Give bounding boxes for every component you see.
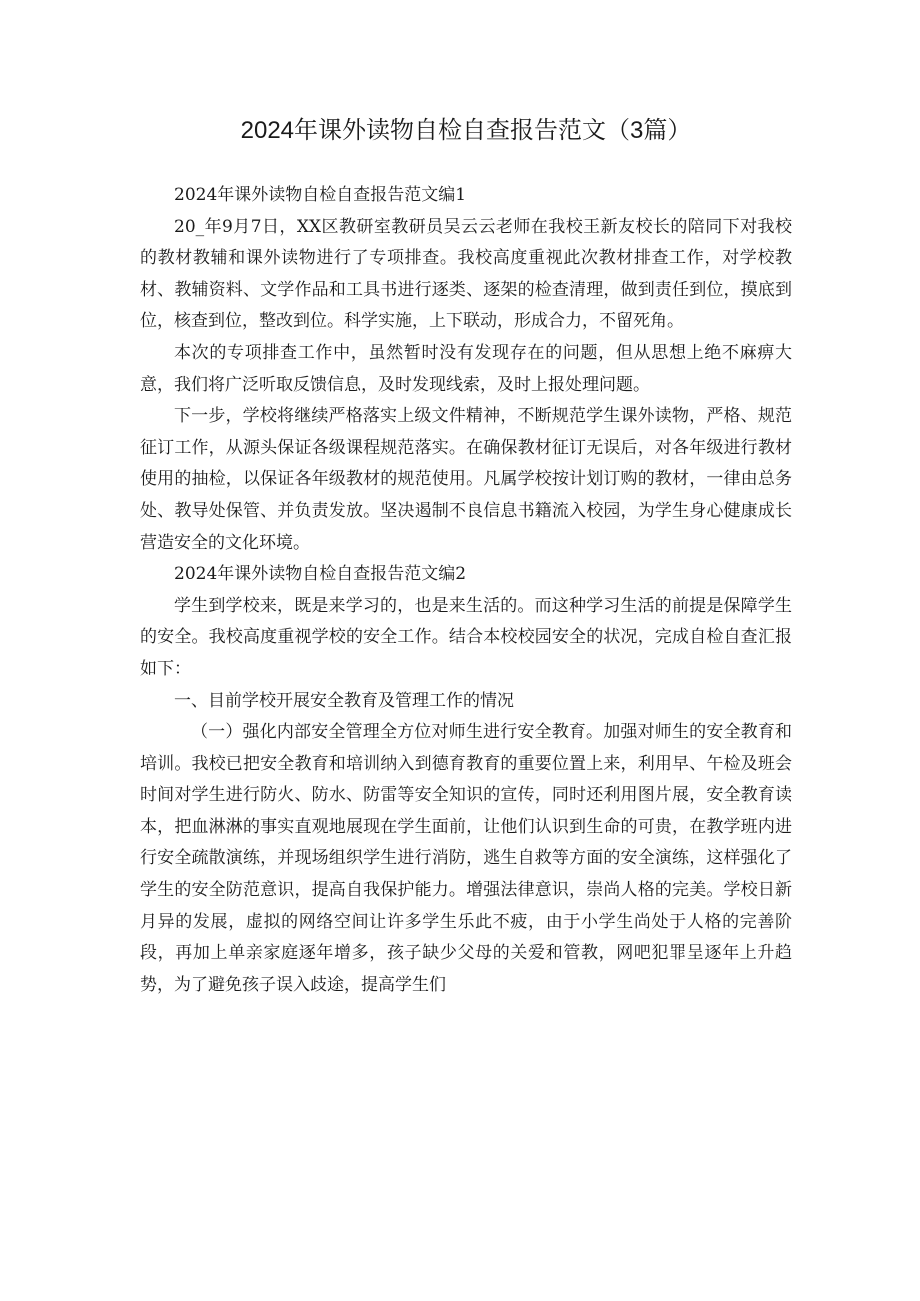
- section-1-heading: 2024年课外读物自检自查报告范文编1: [174, 185, 467, 205]
- section-1-paragraph-1: 20_年9月7日，XX区教研室教研员吴云云老师在我校王新友校长的陪同下对我校的教材教辅和课外读物进行了专项排查。我校高度重视此次教材排查工作，对学校教材、教辅资料、文学作品和工具书进行逐类、逐架的检查清理，做到责任到位，摸底到位，核查到位，整改到位。科学实施，上下联动，形成合力，不留死角。: [140, 216, 792, 332]
- section-2-paragraph-2: （一）强化内部安全管理全方位对师生进行安全教育。加强对师生的安全教育和培训。我校已把安全教育和培训纳入到德育教育的重要位置上来，利用早、午检及班会时间对学生进行防火、防水、防雷等安全知识的宣传，同时还利用图片展，安全教育读本，把血淋淋的事实直观地展现在学生面前，让他们认识到生命的可贵，在教学班内进行安全疏散演练，并现场组织学生进行消防，逃生自救等方面的安全演练，这样强化了学生的安全防范意识，提高自我保护能力。增强法律意识，崇尚人格的完美。学校日新月异的发展，虚拟的网络空间让许多学生乐此不疲，由于小学生尚处于人格的完善阶段，再加上单亲家庭逐年增多，孩子缺少父母的关爱和管教，网吧犯罪呈逐年上升趋势，为了避免孩子误入歧途，提高学生们: [140, 722, 792, 995]
- section-2-paragraph-1: 学生到学校来，既是来学习的，也是来生活的。而这种学习生活的前提是保障学生的安全。我校高度重视学校的安全工作。结合本校校园安全的状况，完成自检自查汇报如下：: [140, 595, 792, 679]
- document-title: 2024年课外读物自检自查报告范文（3篇）: [240, 117, 692, 144]
- section-2-heading: 2024年课外读物自检自查报告范文编2: [174, 564, 467, 585]
- section-1-paragraph-3: 下一步，学校将继续严格落实上级文件精神，不断规范学生课外读物，严格、规范征订工作，从源头保证各级课程规范落实。在确保教材征订无误后，对各年级进行教材使用的抽检，以保证各年级教材的规范使用。凡属学校按计划订购的教材，一律由总务处、教导处保管、并负责发放。坚决遏制不良信息书籍流入校园，为学生身心健康成长营造安全的文化环境。: [140, 406, 792, 553]
- section-1-paragraph-2: 本次的专项排查工作中，虽然暂时没有发现存在的问题，但从思想上绝不麻痹大意，我们将广泛听取反馈信息，及时发现线索，及时上报处理问题。: [140, 342, 792, 395]
- section-2-subheading: 一、目前学校开展安全教育及管理工作的情况: [174, 690, 514, 711]
- document-body: [140, 180, 792, 1001]
